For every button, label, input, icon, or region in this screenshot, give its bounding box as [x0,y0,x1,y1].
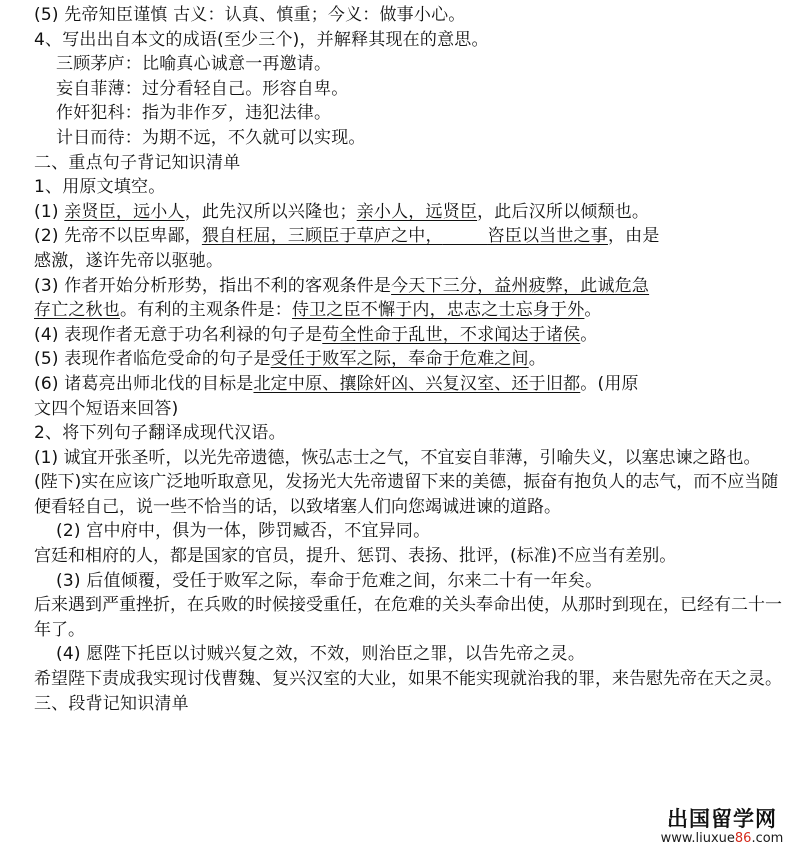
fill-item-2-cont: 感激，遂许先帝以驱驰。 [34,250,224,271]
watermark-url-accent: 86 [734,831,752,846]
fill-text: ，此先汉所以兴隆也； [184,201,357,222]
fill-item-6 [34,372,784,397]
fill-answer: 侍卫之臣不懈于内，忠志之士忘身于外 [292,300,585,321]
idiom-item: 三顾茅庐：比喻真心诚意一再邀请。 [56,54,332,75]
fill-answer: 受任于败军之际，奉命于危难之间 [270,349,529,370]
fill-answer: 亲贤臣，远小人 [64,201,185,222]
fill-answer: 猥自枉屈，三顾臣于草庐之中， [201,226,443,247]
translate-target-1: (陛下)实在应该广泛地听取意见，发扬光大先帝遗留下来的美德，振奋有抱负人的志气，而不应当随便看轻自己，说一些不恰当的话，以致堵塞人们向您竭诚进谏的道路。 [34,472,779,517]
translate-heading: 2、将下列句子翻译成现代汉语。 [34,423,286,444]
idiom-item: 计日而待：为期不远，不久就可以实现。 [56,127,366,148]
fill-item-3-cont [34,298,784,323]
fill-blank-gap [443,226,488,246]
section-heading-3: 三、段背记知识清单 [34,693,189,714]
fill-answer: 今天下三分，益州疲弊，此诚危急 [391,275,650,296]
fill-answer: 北定中原、攘除奸凶、兴复汉室、还于旧都 [253,373,581,394]
translate-target-2: 宫廷和相府的人，都是国家的官员，提升、惩罚、表扬、批评，(标准)不应当有差别。 [34,546,677,567]
idiom-item: 作奸犯科：指为非作歹，违犯法律。 [56,103,332,124]
fill-text: 。(用原 [580,373,639,394]
watermark-title: 出国留学网 [667,807,777,831]
fill-item-6-cont: 文四个短语来回答) [34,398,179,419]
fill-text: 。 [584,300,602,321]
fill-answer: 苟全性命于乱世，不求闻达于诸侯 [322,324,581,345]
fill-text: ，由是 [607,226,660,247]
fill-item-4 [34,323,784,348]
fill-answer: 存亡之秋也 [34,300,120,321]
fill-prefix: (1) [34,201,65,222]
fill-prefix: (4) 表现作者无意于功名利禄的句子是 [34,324,323,345]
translate-source-2: (2) 宫中府中，俱为一体，陟罚臧否，不宜异同。 [56,521,431,542]
fill-answer: 咨臣以当世之事 [487,226,608,247]
translate-source-3: (3) 后值倾覆，受任于败军之际，奉命于危难之间，尔来二十有一年矣。 [56,570,603,591]
translate-source-1: (1) 诚宜开张圣听，以光先帝遗德，恢弘志士之气，不宜妄自菲薄，引喻失义，以塞忠谏之路也。 [34,447,761,468]
fill-prefix: (2) 先帝不以臣卑鄙， [34,226,202,247]
fill-prefix: (6) 诸葛亮出师北伐的目标是 [34,373,254,394]
fill-text: ，此后汉所以倾颓也。 [477,201,650,222]
fill-item-1 [34,200,784,225]
idiom-item: 妄自菲薄：过分看轻自己。形容自卑。 [56,78,349,99]
fill-heading: 1、用原文填空。 [34,177,166,198]
watermark-url-prefix: www.liuxue [660,831,735,846]
fill-item-3 [34,274,784,299]
site-watermark [656,807,788,847]
idiom-heading: 4、写出出自本文的成语(至少三个)，并解释其现在的意思。 [34,29,489,50]
fill-answer: 亲小人，远贤臣 [356,201,478,222]
watermark-url-suffix: .com [751,831,784,846]
fill-text: 。有利的主观条件是： [120,300,292,321]
fill-prefix: (5) 表现作者临危受命的句子是 [34,349,271,370]
fill-text: 。 [580,324,598,345]
translate-target-4: 希望陛下责成我实现讨伐曹魏、复兴汉室的大业，如果不能实现就治我的罪，来告慰先帝在天之灵。 [34,669,782,690]
fill-item-5 [34,347,784,372]
fill-item-2 [34,224,784,249]
fill-text: 。 [528,349,546,370]
section-heading-2: 二、重点句子背记知识清单 [34,152,241,173]
vocab-note-5: (5) 先帝知臣谨慎 古义：认真、慎重；今义：做事小心。 [34,5,466,25]
translate-source-4: (4) 愿陛下托臣以讨贼兴复之效，不效，则治臣之罪，以告先帝之灵。 [56,644,586,665]
translate-target-3: 后来遇到严重挫折，在兵败的时候接受重任，在危难的关头奉命出使，从那时到现在，已经有二十一年了。 [34,595,782,640]
watermark-url [656,831,788,847]
fill-prefix: (3) 作者开始分析形势，指出不利的客观条件是 [34,275,392,296]
